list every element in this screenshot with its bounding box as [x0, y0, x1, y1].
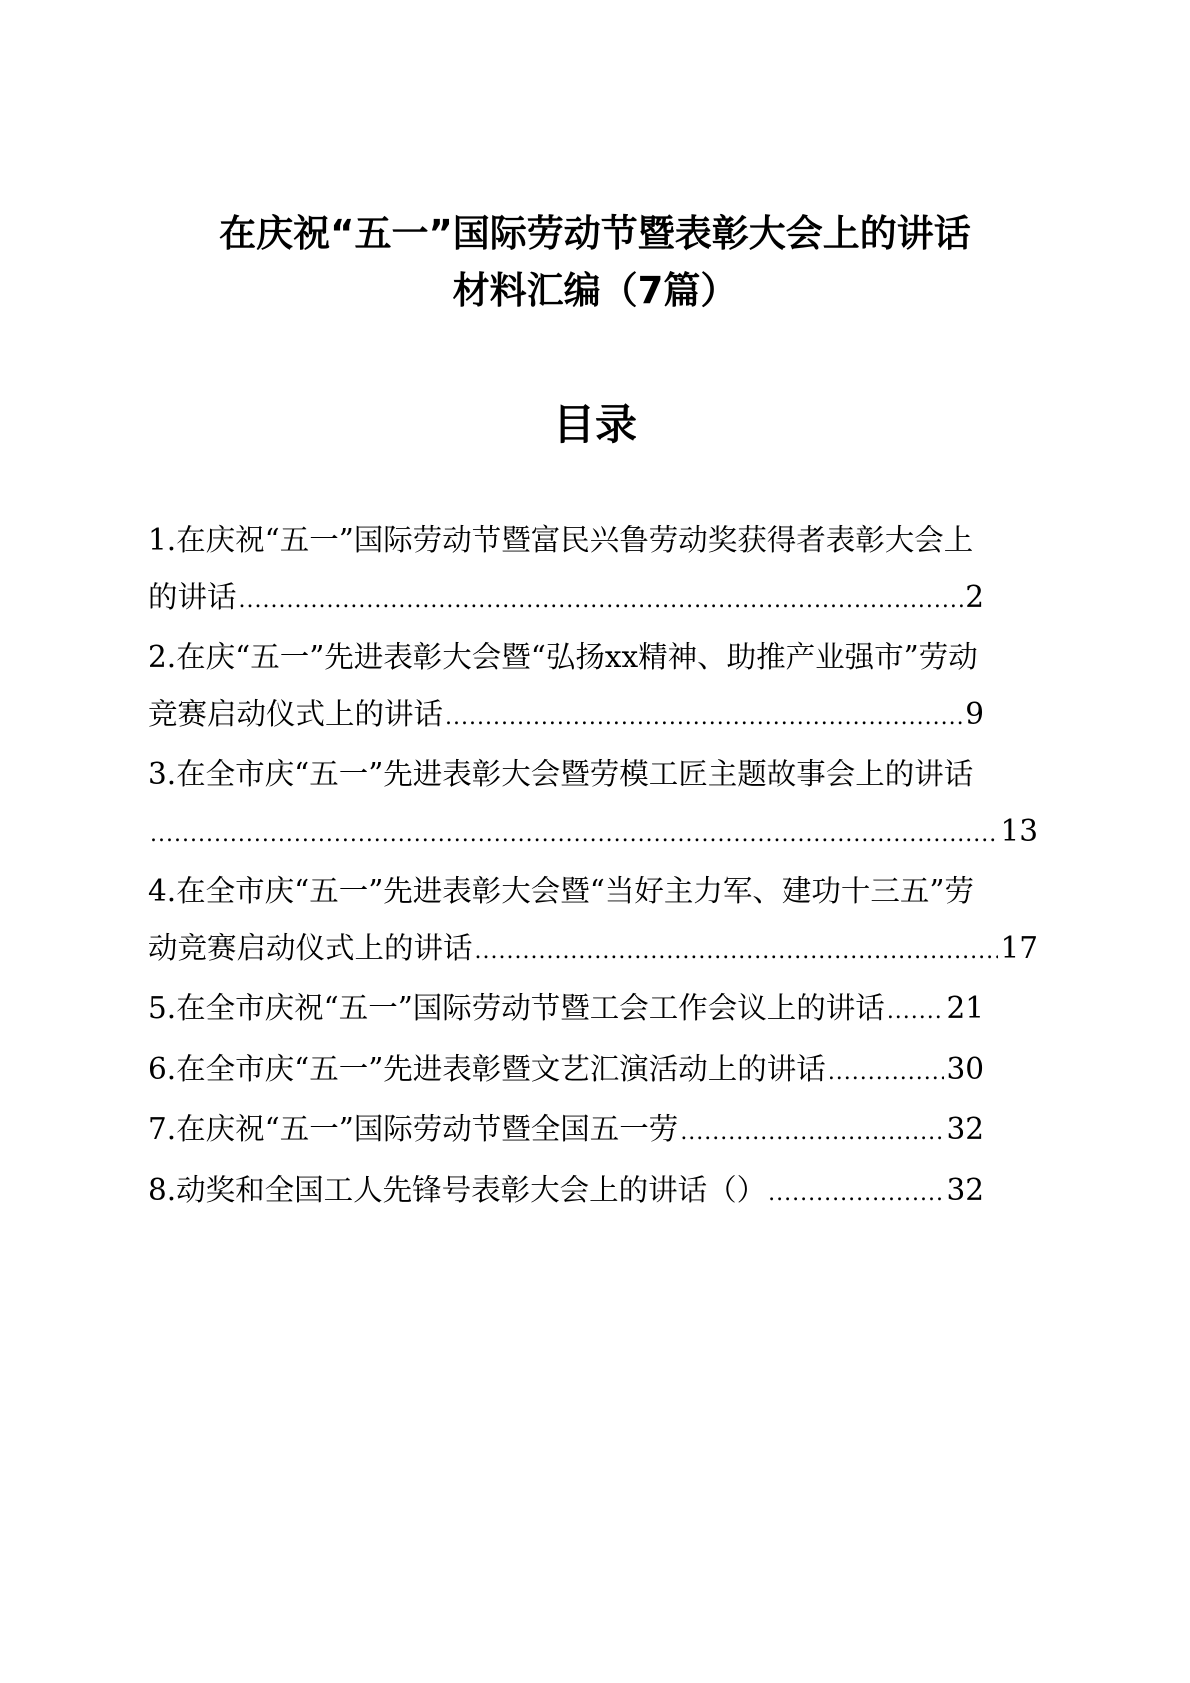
- toc-entry-title-line-2: 动竞赛启动仪式上的讲话: [148, 930, 473, 965]
- dot-leader: [680, 1105, 944, 1162]
- toc-page-number: 30: [946, 1051, 984, 1086]
- dot-leader: [150, 807, 998, 864]
- toc-page-number: 21: [946, 991, 984, 1025]
- toc-entry-title: 8.动奖和全国工人先锋号表彰大会上的讲话（）: [148, 1172, 767, 1207]
- toc-entry-title: 7.在庆祝“五一”国际劳动节暨全国五一劳: [148, 1112, 679, 1146]
- toc-page-number: 2: [965, 579, 984, 614]
- toc-entry-title: 5.在全市庆祝“五一”国际劳动节暨工会工作会议上的讲话: [148, 991, 885, 1025]
- toc-entry-8[interactable]: [148, 1162, 1038, 1223]
- toc-entry-7[interactable]: [148, 1101, 1038, 1162]
- toc-page-number: 17: [1000, 930, 1038, 965]
- dot-leader: [445, 690, 963, 747]
- document-title: [100, 205, 1090, 319]
- toc-entry-title-line-2: 的讲话: [148, 579, 237, 614]
- toc-page-number: 32: [946, 1112, 984, 1146]
- document-title-line-2: 材料汇编（7篇）: [452, 269, 738, 312]
- toc-entry-3[interactable]: [148, 746, 1038, 863]
- toc-entry-title: 6.在全市庆“五一”先进表彰暨文艺汇演活动上的讲话: [148, 1051, 826, 1086]
- dot-leader: [239, 573, 964, 630]
- toc-page-number: 13: [1000, 813, 1038, 848]
- dot-leader: [475, 924, 999, 981]
- toc-page-number: 9: [965, 696, 984, 731]
- dot-leader: [828, 1045, 945, 1102]
- toc-entry-2[interactable]: [148, 629, 1038, 746]
- toc-page-number: 32: [946, 1172, 984, 1207]
- toc-entry-5[interactable]: [148, 980, 1038, 1041]
- dot-leader: [768, 1166, 944, 1223]
- dot-leader: [887, 984, 945, 1041]
- toc-entry-6[interactable]: [148, 1041, 1038, 1102]
- toc-entry-title-line-2: 竞赛启动仪式上的讲话: [148, 696, 444, 731]
- toc-entry-title-line-1: 4.在全市庆“五一”先进表彰大会暨“当好主力军、建功十三五”劳: [148, 874, 974, 908]
- toc-entry-4[interactable]: [148, 863, 1038, 980]
- toc-entry-title-line-1: 3.在全市庆“五一”先进表彰大会暨劳模工匠主题故事会上的讲话: [148, 757, 974, 791]
- toc-heading: 目录: [552, 400, 637, 449]
- table-of-contents: [148, 512, 1038, 1222]
- toc-entry-title-line-1: 2.在庆“五一”先进表彰大会暨“弘扬xx精神、助推产业强市”劳动: [148, 640, 978, 674]
- document-title-line-1: 在庆祝“五一”国际劳动节暨表彰大会上的讲话: [219, 212, 971, 255]
- toc-entry-title-line-1: 1.在庆祝“五一”国际劳动节暨富民兴鲁劳动奖获得者表彰大会上: [148, 523, 974, 557]
- toc-entry-1[interactable]: [148, 512, 1038, 629]
